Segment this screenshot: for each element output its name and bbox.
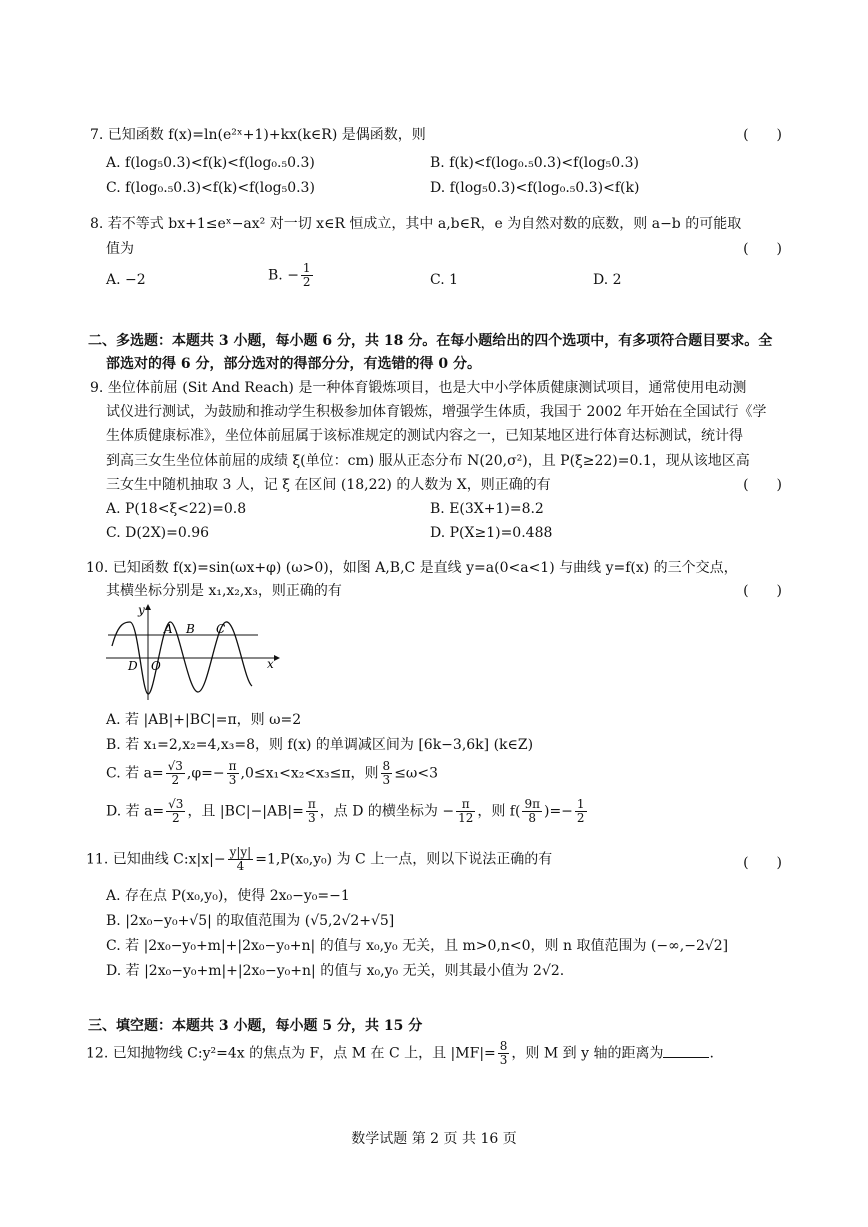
q10-line2: 其横坐标分别是 x₁,x₂,x₃，则正确的有 xyxy=(106,583,342,599)
q8-option-b-fraction: $\frac{1}{2}$ xyxy=(302,261,311,289)
q8-answer-paren: ( ) xyxy=(743,241,782,257)
section3-heading: 三、填空题：本题共 3 小题，每小题 5 分，共 15 分 xyxy=(88,1018,423,1034)
q7-option-d: D. f(log₅0.3)<f(log₀.₅0.3)<f(k) xyxy=(430,180,640,196)
q11-option-c: C. 若 |2x₀−y₀+m|+|2x₀−y₀+n| 的值与 x₀,y₀ 无关，且 m>0,n<0，则 n 取值范围为 (−∞,−2√2] xyxy=(106,938,729,954)
q9-option-c: C. D(2X)=0.96 xyxy=(106,525,210,541)
q9-line2: 试仪进行测试，为鼓励和推动学生积极参加体育锻炼，增强学生体质，我国于 2002 年开始在全国试行《学 xyxy=(106,404,767,420)
graph-label-b: B xyxy=(186,622,195,636)
q9-answer-paren: ( ) xyxy=(743,477,782,493)
y-axis-arrow xyxy=(145,604,151,610)
q10-option-a: A. 若 |AB|+|BC|=π，则 ω=2 xyxy=(106,712,302,728)
q7-option-b: B. f(k)<f(log₀.₅0.3)<f(log₅0.3) xyxy=(430,155,640,171)
q7-option-c: C. f(log₀.₅0.3)<f(k)<f(log₅0.3) xyxy=(106,180,315,196)
q12-answer-blank[interactable] xyxy=(663,1043,709,1058)
q11-stem: 11. 已知曲线 C:x|x|− $\frac{y|y|}{4}$ =1,P(x₀,y₀) 为 C 上一点，则以下说法正确的有 xyxy=(86,845,553,873)
q9-line4: 到高三女生坐位体前屈的成绩 ξ(单位：cm) 服从正态分布 N(20,σ²)，且 P(ξ≥22)=0.1，现从该地区高 xyxy=(106,453,750,469)
q8-option-d: D. 2 xyxy=(593,272,622,288)
graph-label-a: A xyxy=(164,622,173,636)
q7-option-a: A. f(log₅0.3)<f(k)<f(log₀.₅0.3) xyxy=(106,155,315,171)
section2-heading-line1: 二、多选题：本题共 3 小题，每小题 6 分，共 18 分。在每小题给出的四个选项中，有多项符合题目要求。全 xyxy=(88,333,773,349)
q12-stem: 12. 已知抛物线 C:y²=4x 的焦点为 F，点 M 在 C 上，且 |MF|= $\frac{8}{3}$ ，则 M 到 y 轴的距离为 . xyxy=(86,1039,714,1067)
q8-stem-line2: 值为 xyxy=(106,241,134,257)
q9-line3: 生体质健康标准》，坐位体前屈属于该标准规定的测试内容之一，已知某地区进行体育达标测试，统计得 xyxy=(106,428,743,444)
graph-label-d: D xyxy=(128,659,138,673)
q8-option-b xyxy=(268,262,315,289)
graph-label-x: x xyxy=(267,657,274,671)
q9-line1: 9. 坐位体前屈 (Sit And Reach) 是一种体育锻炼项目，也是大中小学体质健康测试项目，通常使用电动测 xyxy=(90,380,747,396)
graph-label-y: y xyxy=(138,603,145,617)
x-axis-arrow xyxy=(274,655,280,661)
section2-heading-line2: 部选对的得 6 分，部分选对的得部分分，有选错的得 0 分。 xyxy=(106,356,481,372)
q7-stem: 7. 已知函数 f(x)=ln(e²ˣ+1)+kx(k∈R) 是偶函数，则 xyxy=(90,127,426,143)
q7-answer-paren: ( ) xyxy=(743,127,782,143)
q8-option-a: A. −2 xyxy=(106,272,146,288)
q9-option-a: A. P(18<ξ<22)=0.8 xyxy=(106,501,247,517)
graph-label-o: O xyxy=(151,659,161,673)
q10-option-d: D. 若 a= $\frac{√3}{2}$ ，且 |BC|−|AB|= $\frac{\pi}{3}$ ，点 D 的横坐标为 − $\frac{\pi}{12}$ ，则 f( $\frac{9\pi}{8}$ )=− $\frac{1}{2}$ xyxy=(106,797,585,825)
graph-label-c: C xyxy=(216,622,226,636)
q9-line5: 三女生中随机抽取 3 人，记 ξ 在区间 (18,22) 的人数为 X，则正确的有 xyxy=(106,477,551,493)
q10-option-b: B. 若 x₁=2,x₂=4,x₃=8，则 f(x) 的单调减区间为 [6k−3,6k] (k∈Z) xyxy=(106,737,534,753)
q10-sine-graph xyxy=(104,602,284,702)
q10-line1: 10. 已知函数 f(x)=sin(ωx+φ) (ω>0)，如图 A,B,C 是直线 y=a(0<a<1) 与曲线 y=f(x) 的三个交点， xyxy=(86,560,738,576)
q11-answer-paren: ( ) xyxy=(743,855,782,871)
q10-option-c: C. 若 a= $\frac{√3}{2}$ ,φ=− $\frac{\pi}{3}$ ,0≤x₁<x₂<x₃≤π，则 $\frac{8}{3}$ ≤ω<3 xyxy=(106,759,438,787)
q11-option-a: A. 存在点 P(x₀,y₀)，使得 2x₀−y₀=−1 xyxy=(106,888,350,904)
q8-option-c: C. 1 xyxy=(430,272,459,288)
q11-option-d: D. 若 |2x₀−y₀+m|+|2x₀−y₀+n| 的值与 x₀,y₀ 无关，则其最小值为 2√2. xyxy=(106,963,565,979)
page-footer: 数学试题 第 2 页 共 16 页 xyxy=(351,1131,517,1147)
q9-option-b: B. E(3X+1)=8.2 xyxy=(430,501,544,517)
q8-option-b-prefix: B. − xyxy=(268,267,299,284)
q11-option-b: B. |2x₀−y₀+√5| 的取值范围为 (√5,2√2+√5] xyxy=(106,913,395,929)
q9-option-d: D. P(X≥1)=0.488 xyxy=(430,525,553,541)
q8-stem-line1: 8. 若不等式 bx+1≤eˣ−ax² 对一切 x∈R 恒成立，其中 a,b∈R，e 为自然对数的底数，则 a−b 的可能取 xyxy=(90,216,742,232)
q10-answer-paren: ( ) xyxy=(743,583,782,599)
